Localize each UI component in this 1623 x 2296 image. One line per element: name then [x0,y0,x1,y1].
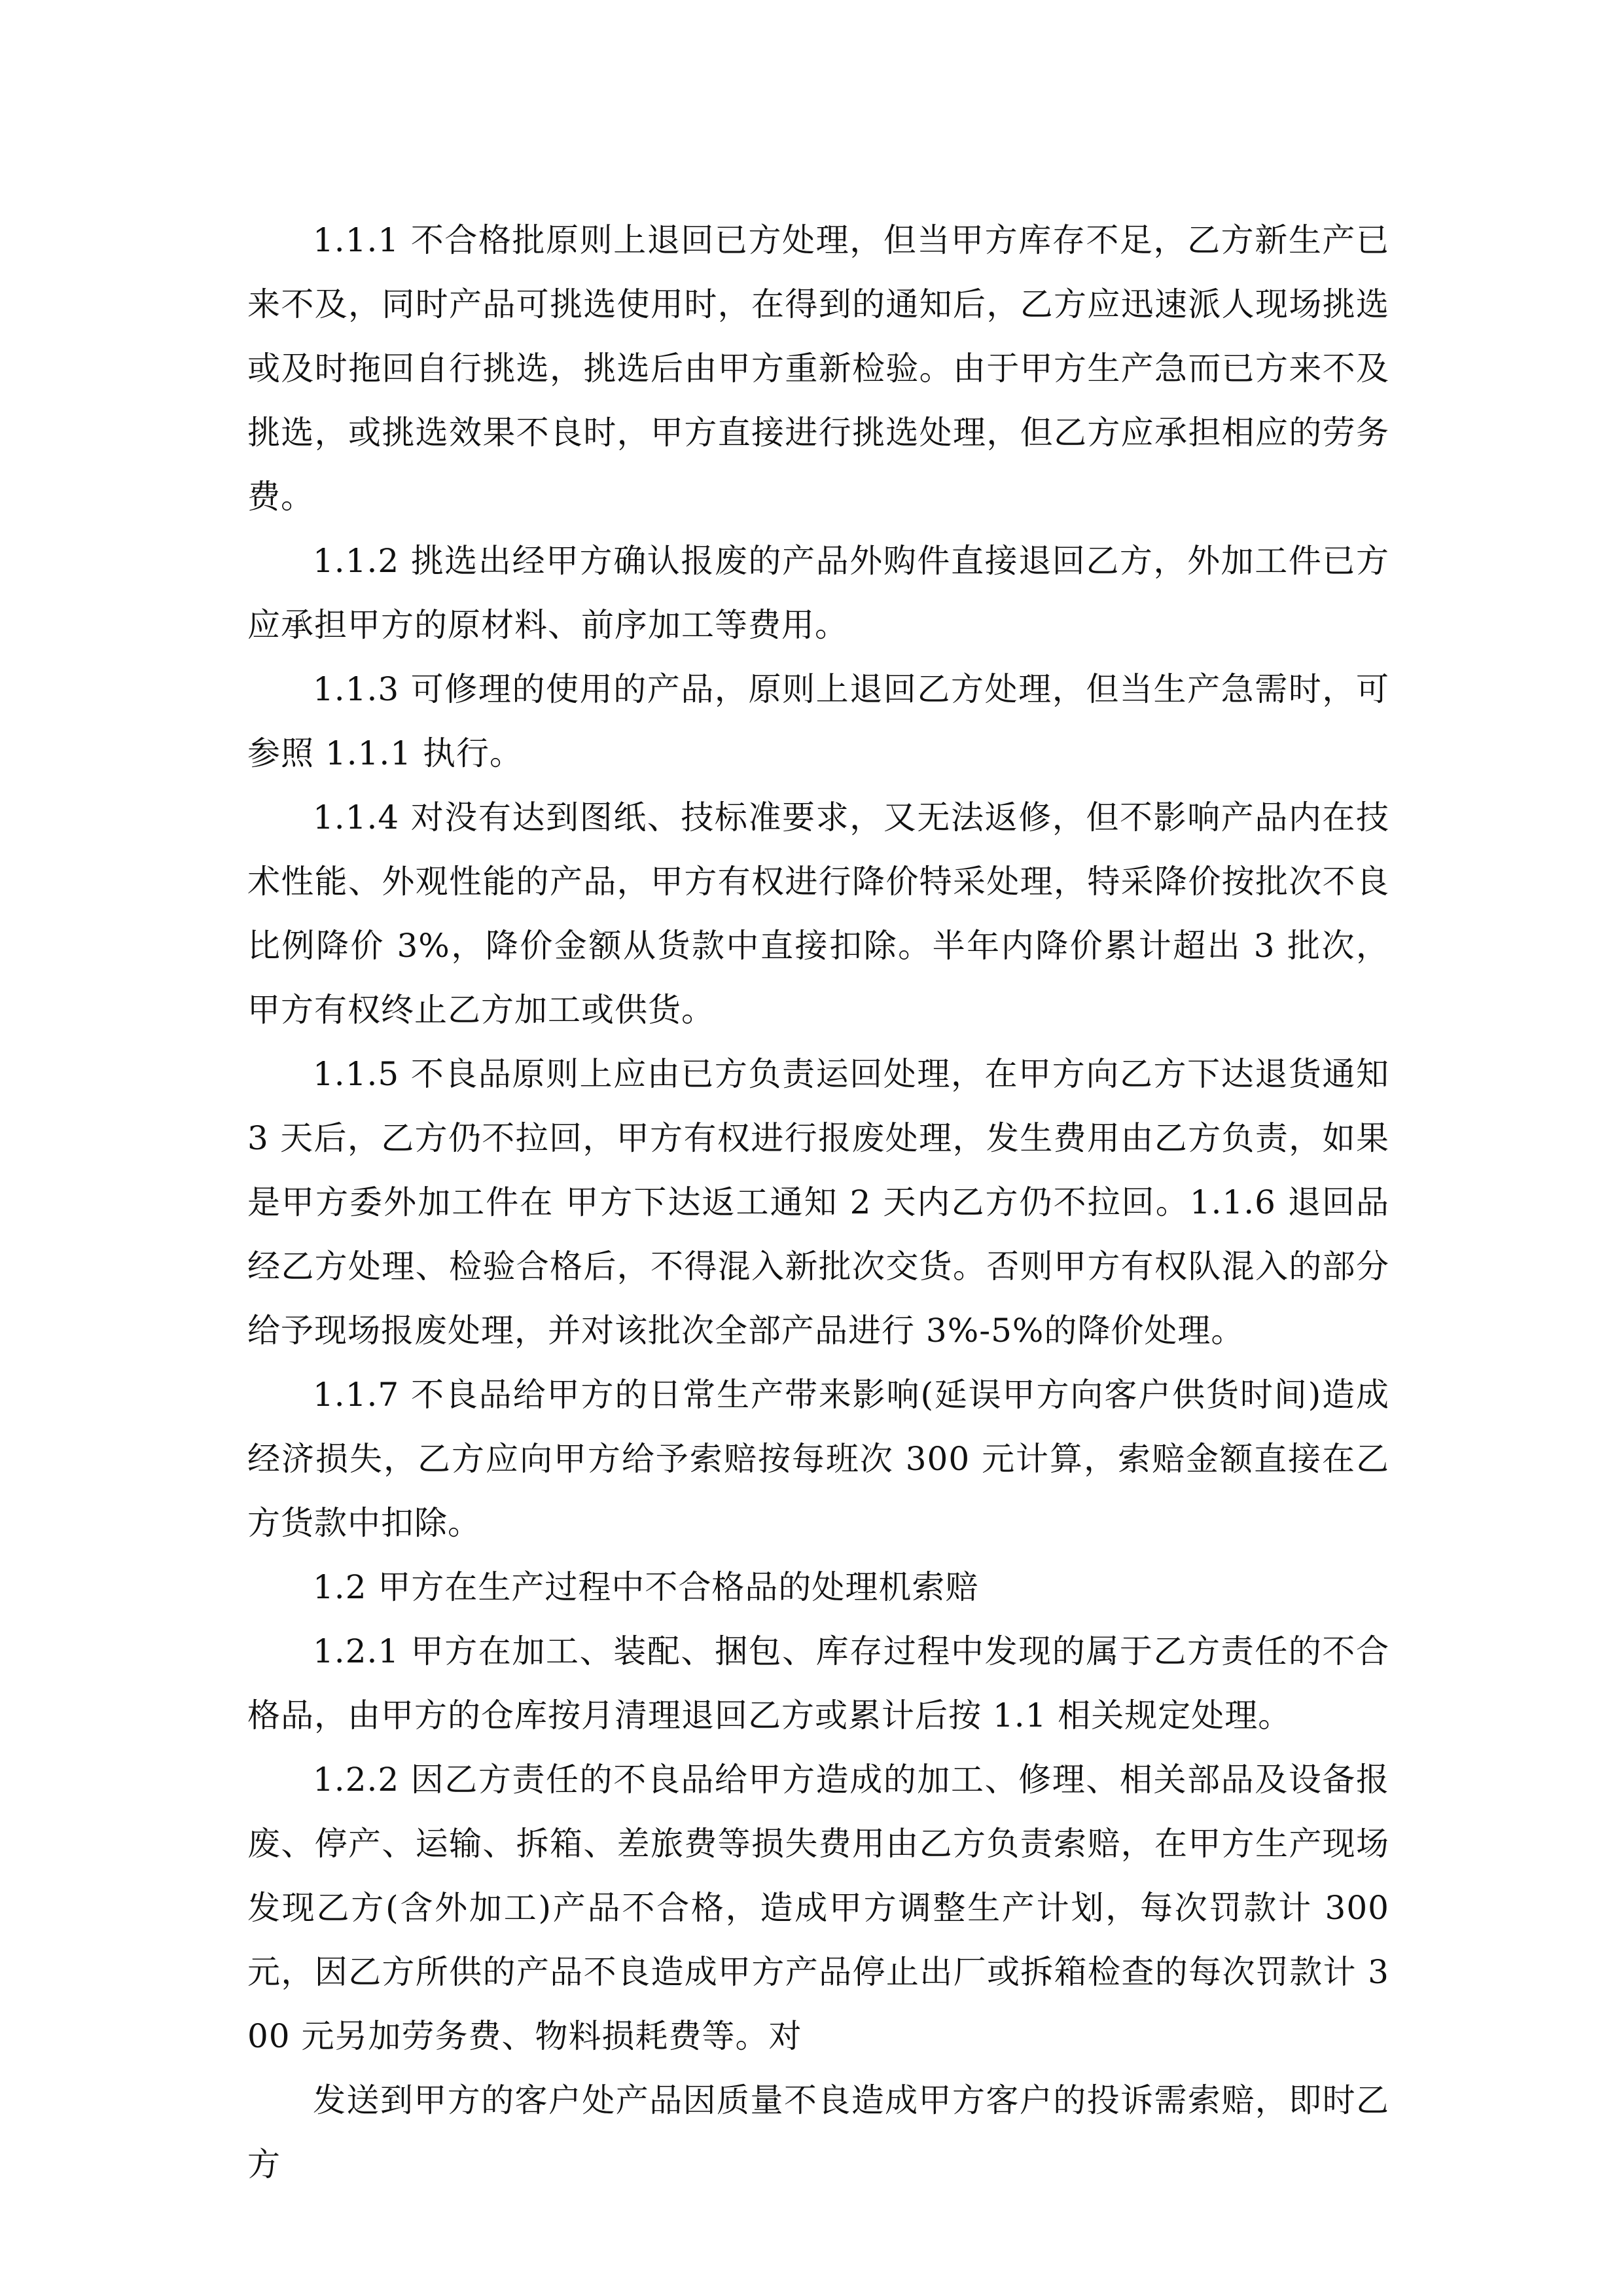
paragraph-continuation: 发送到甲方的客户处产品因质量不良造成甲方客户的投诉需索赔，即时乙方 [247,2081,1389,2183]
paragraph-1-1-1: 1.1.1 不合格批原则上退回已方处理，但当甲方库存不足，乙方新生产已来不及，同时产品可挑选使用时，在得到的通知后，乙方应迅速派人现场挑选或及时拖回自行挑选，挑选后由甲方重新检验。由于甲方生产急而已方来不及挑选，或挑选效果不良时，甲方直接进行挑选处理，但乙方应承担相应的劳务费。 [247,221,1389,516]
paragraph-1-2-2: 1.2.2 因乙方责任的不良品给甲方造成的加工、修理、相关部品及设备报废、停产、运输、拆箱、差旅费等损失费用由乙方负责索赔，在甲方生产现场发现乙方(含外加工)产品不合格，造成甲方调整生产计划，每次罚款计 300 元，因乙方所供的产品不良造成甲方产品停止出厂或拆箱检查的每次罚款计 300 元另加劳务费、物料损耗费等。对 [247,1761,1389,2055]
paragraph-1-1-3: 1.1.3 可修理的使用的产品，原则上退回乙方处理，但当生产急需时，可参照 1.1.1 执行。 [247,670,1389,772]
paragraph-1-1-5: 1.1.5 不良品原则上应由已方负责运回处理，在甲方向乙方下达退货通知 3 天后，乙方仍不拉回，甲方有权进行报废处理，发生费用由乙方负责，如果是甲方委外加工件在 甲方下达返工通知 2 天内乙方仍不拉回。1.1.6 退回品经乙方处理、检验合格后，不得混入新批次交货。否则甲方有权队混入的部分给予现场报废处理，并对该批次全部产品进行 3%-5%的降价处理。 [247,1055,1389,1350]
paragraph-1-2-1: 1.2.1 甲方在加工、装配、捆包、库存过程中发现的属于乙方责任的不合格品，由甲方的仓库按月清理退回乙方或累计后按 1.1 相关规定处理。 [247,1632,1389,1734]
section-heading-1-2: 1.2 甲方在生产过程中不合格品的处理机索赔 [313,1568,979,1606]
document-body [247,208,1389,2197]
paragraph-1-1-4: 1.1.4 对没有达到图纸、技标准要求，又无法返修，但不影响产品内在技术性能、外观性能的产品，甲方有权进行降价特采处理，特采降价按批次不良比例降价 3%，降价金额从货款中直接扣除。半年内降价累计超出 3 批次，甲方有权终止乙方加工或供货。 [247,798,1389,1029]
paragraph-1-1-7: 1.1.7 不良品给甲方的日常生产带来影响(延误甲方向客户供货时间)造成经济损失，乙方应向甲方给予索赔按每班次 300 元计算，索赔金额直接在乙方货款中扣除。 [247,1376,1389,1542]
paragraph-1-1-2: 1.1.2 挑选出经甲方确认报废的产品外购件直接退回乙方，外加工件已方应承担甲方的原材料、前序加工等费用。 [247,542,1389,644]
